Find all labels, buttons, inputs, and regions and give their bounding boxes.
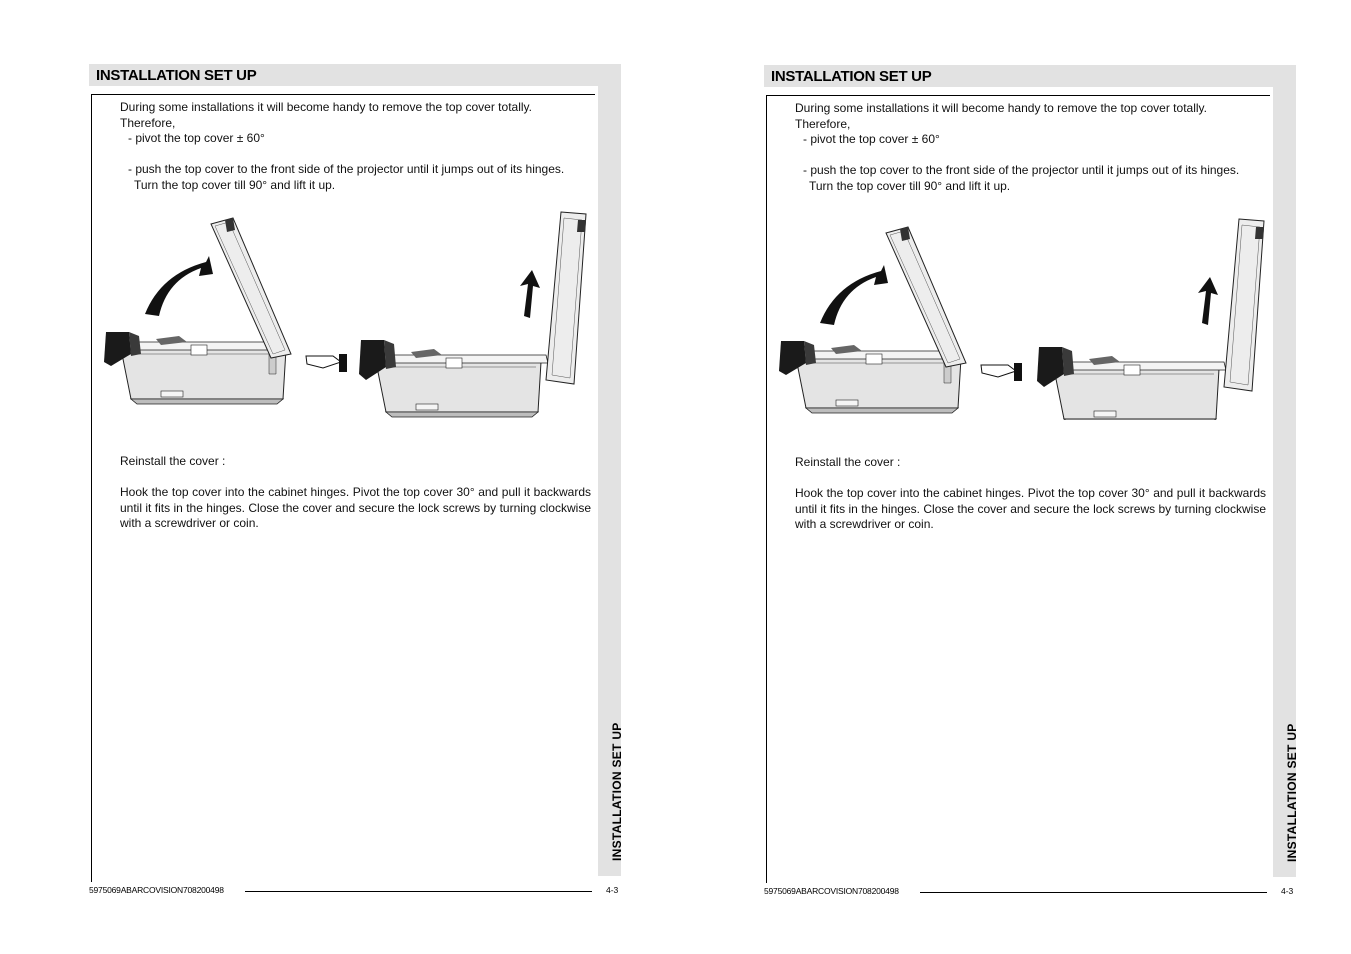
section-header-bar (764, 65, 1296, 87)
reinstall-paragraph: Hook the top cover into the cabinet hinges. Pivot the top cover 30° and pull it backwards until it fits in the hinges. Close the cover and secure the lock screws by turning clockwise with a screwdriver or coin. (795, 486, 1266, 531)
reinstall-paragraph: Hook the top cover into the cabinet hinges. Pivot the top cover 30° and pull it backwards until it fits in the hinges. Close the cover and secure the lock screws by turning clockwise with a screwdriver or coin. (120, 485, 591, 530)
cover-removal-illustration (101, 204, 591, 419)
reinstall-heading: Reinstall the cover : (120, 454, 226, 468)
left-rule (91, 94, 92, 882)
manual-page-left (89, 64, 624, 894)
footer-rule (920, 892, 1267, 893)
projector-lift-drawing (359, 212, 586, 417)
side-tab-label: INSTALLATION SET UP (610, 722, 624, 861)
footer-document-code: 5975069ABARCOVISION708200498 (764, 886, 899, 896)
left-rule (766, 95, 767, 883)
page-number: 4-3 (1281, 886, 1294, 896)
top-rule (91, 94, 595, 95)
intro-line-1: During some installations it will become handy to remove the top cover totally. (795, 101, 1207, 115)
projector-lift-drawing (1037, 219, 1264, 420)
intro-line-2: Therefore, (120, 115, 176, 130)
intro-paragraph (795, 101, 1266, 132)
step-push (795, 163, 1266, 194)
section-header-bar (89, 64, 621, 86)
step-push-line-1: - push the top cover to the front side of the projector until it jumps out of its hinges. (803, 163, 1240, 177)
section-title: INSTALLATION SET UP (771, 68, 932, 85)
projector-pivot-drawing (779, 227, 1022, 413)
reinstall-heading: Reinstall the cover : (795, 455, 901, 469)
step-pivot: - pivot the top cover ± 60° (803, 132, 940, 146)
intro-line-2: Therefore, (795, 116, 851, 131)
footer-document-code: 5975069ABARCOVISION708200498 (89, 885, 224, 895)
step-push-line-1: - push the top cover to the front side of the projector until it jumps out of its hinges. (128, 162, 565, 176)
step-push-line-2: Turn the top cover till 90° and lift it up. (134, 177, 336, 192)
step-pivot: - pivot the top cover ± 60° (128, 131, 265, 145)
intro-line-1: During some installations it will become handy to remove the top cover totally. (120, 100, 532, 114)
top-rule (766, 95, 1270, 96)
intro-paragraph (120, 100, 591, 131)
projector-pivot-drawing (104, 218, 347, 404)
step-push (120, 162, 591, 193)
side-tab-label: INSTALLATION SET UP (1285, 723, 1299, 862)
manual-page-right (764, 65, 1299, 895)
cover-removal-illustration (776, 205, 1266, 420)
section-title: INSTALLATION SET UP (96, 67, 257, 84)
footer-rule (245, 891, 592, 892)
step-push-line-2: Turn the top cover till 90° and lift it up. (809, 178, 1011, 193)
page-number: 4-3 (606, 885, 619, 895)
